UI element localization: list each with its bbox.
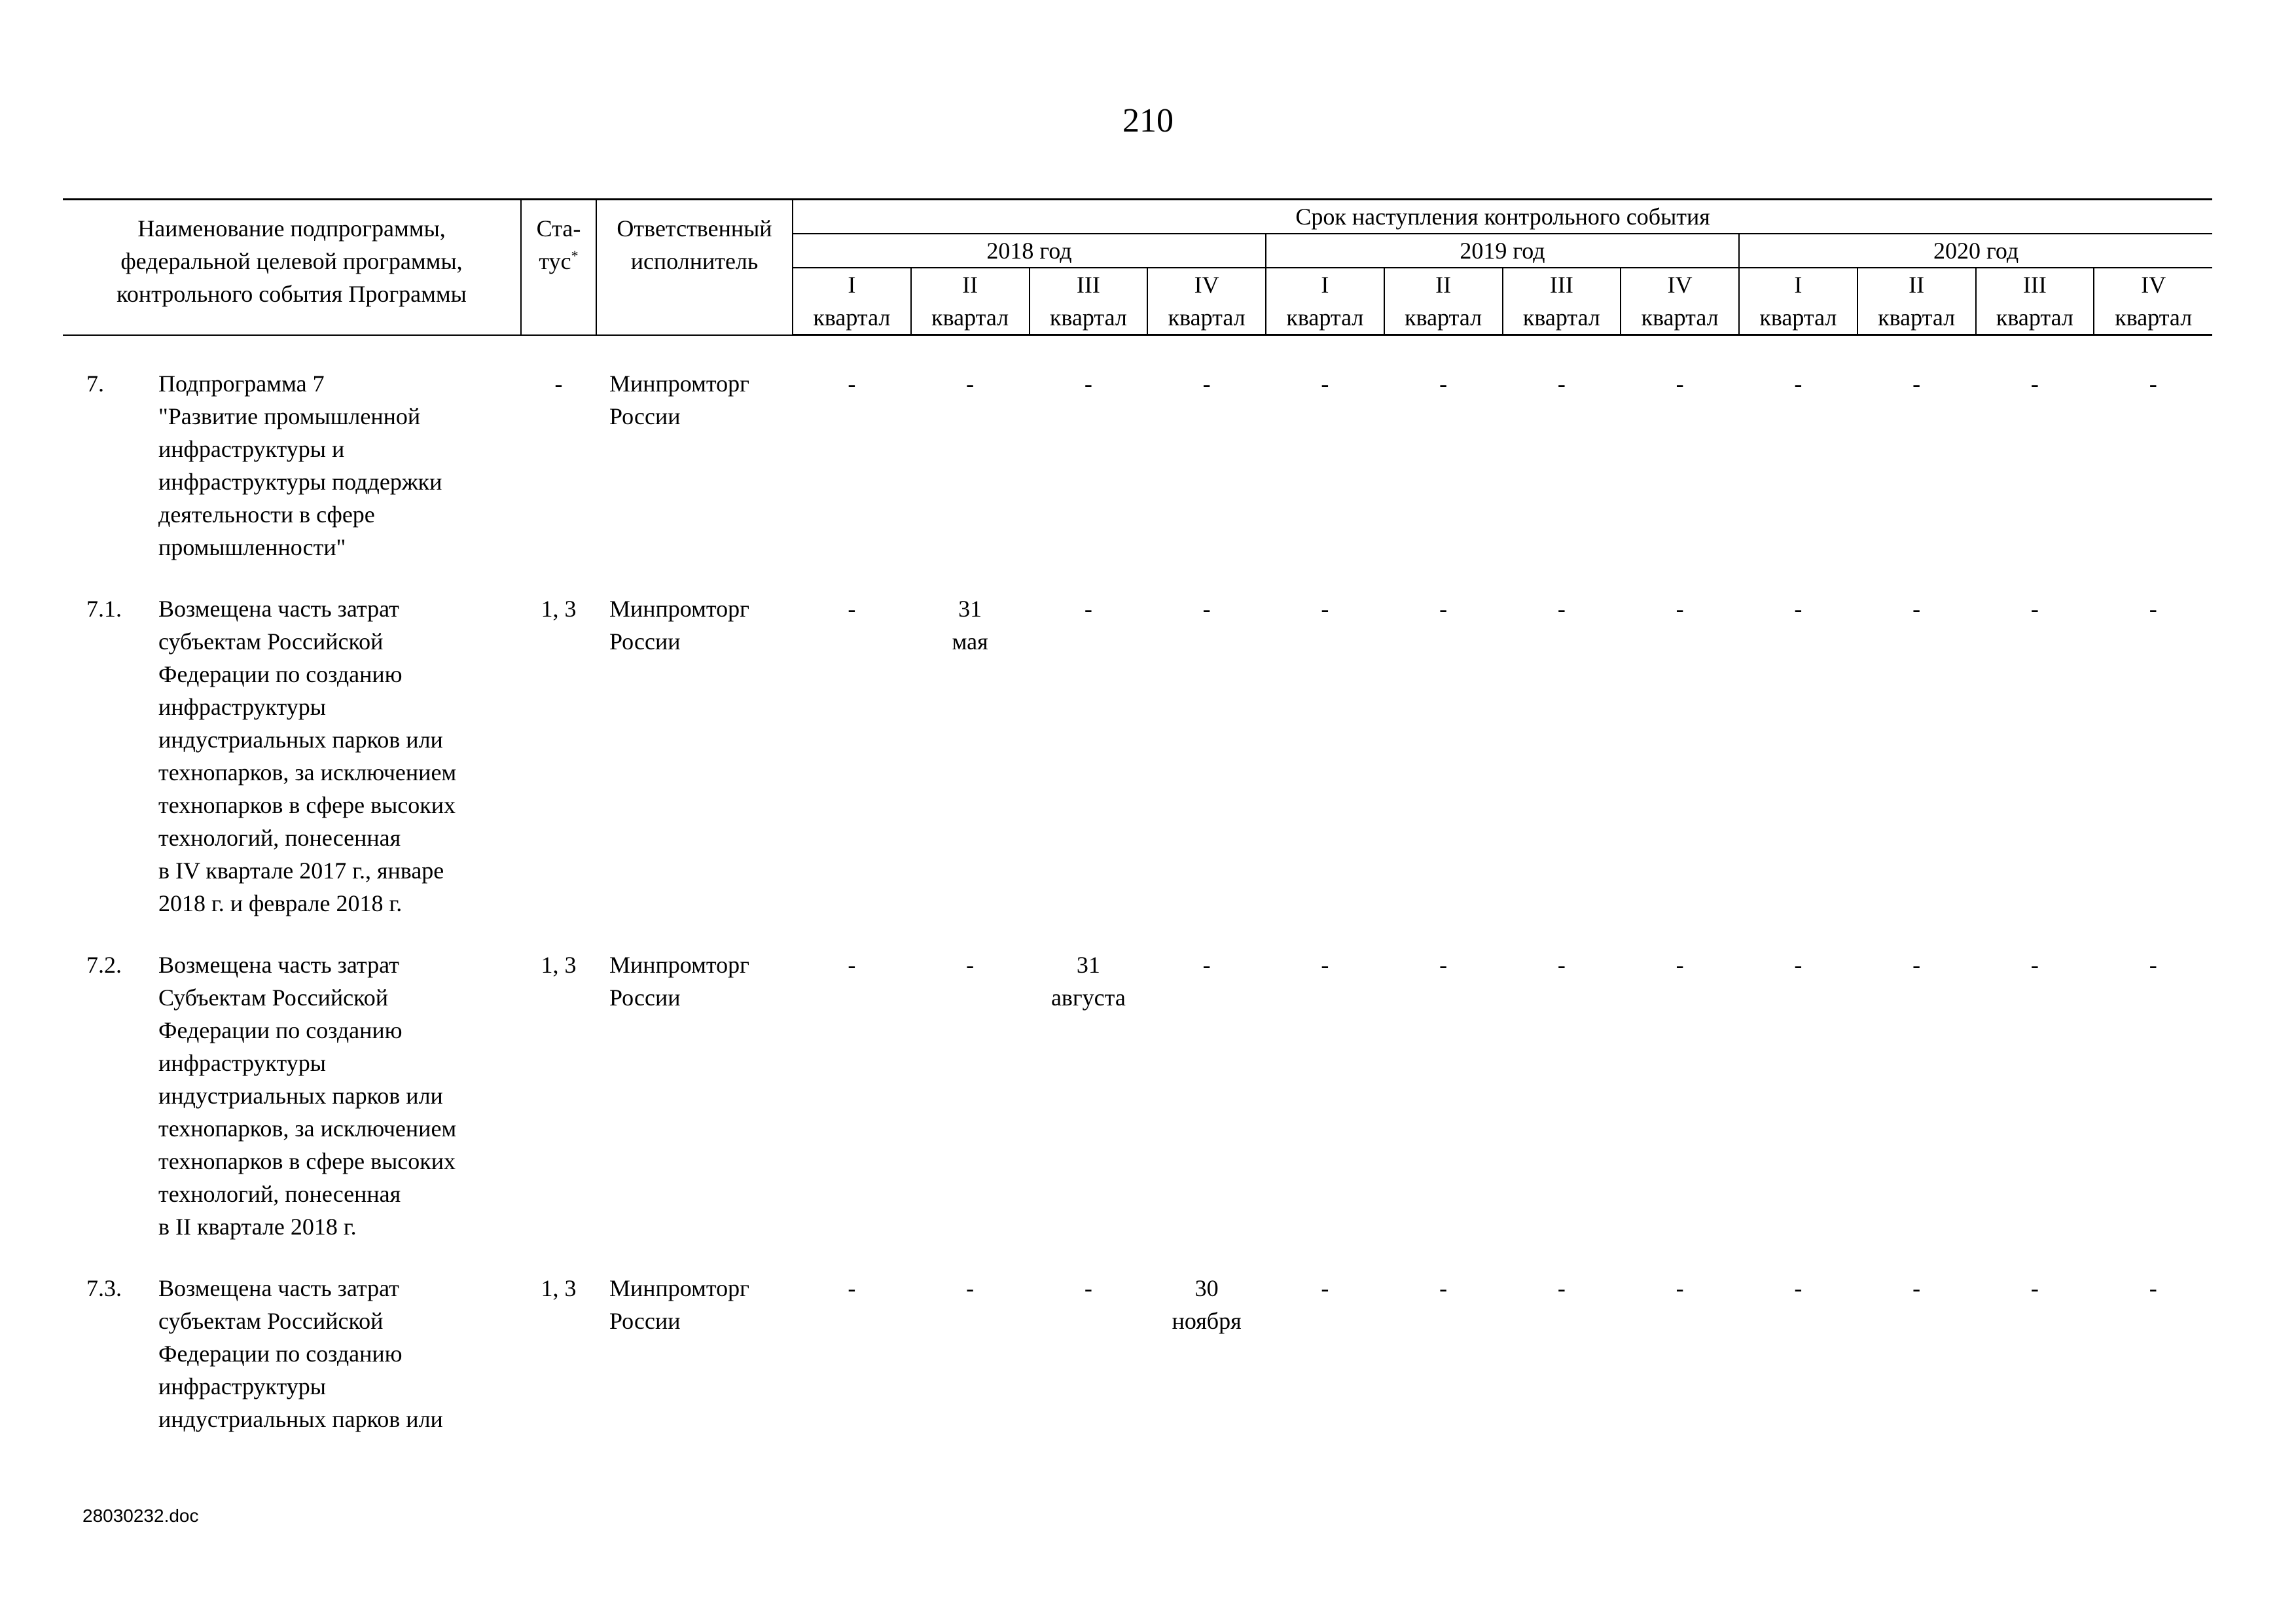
row-quarter-cell: -: [848, 952, 856, 978]
row-quarter-cell: -: [1084, 1275, 1092, 1301]
row-quarter-cell: -: [2030, 596, 2039, 622]
row-quarter-cell: -: [1321, 596, 1329, 622]
row-quarter-cell: -: [1912, 370, 1921, 397]
row-quarter-cell: -: [1676, 596, 1684, 622]
year-header-2018: 2018 год: [793, 234, 1266, 268]
row-event-name: Подпрограмма 7 "Развитие промышленной инфраструктуры и инфраструктуры поддержки деятельности в сфере промышленности": [158, 370, 442, 560]
quarter-header-2019-q4: IV квартал: [1621, 268, 1739, 335]
row-quarter-cell: -: [2149, 1275, 2157, 1301]
table-row: [63, 592, 2212, 948]
document-file-code: 28030232.doc: [82, 1506, 199, 1526]
column-header-deadline: Срок наступления контрольного события: [793, 200, 2212, 234]
row-quarter-cell: -: [2149, 370, 2157, 397]
row-quarter-cell: -: [1439, 1275, 1448, 1301]
row-quarter-cell: -: [1439, 370, 1448, 397]
row-executor: Минпромторг России: [609, 1275, 749, 1334]
row-quarter-cell: -: [848, 596, 856, 622]
row-number: 7.3.: [86, 1275, 122, 1301]
row-quarter-cell: -: [1084, 596, 1092, 622]
row-quarter-cell: 31 мая: [952, 596, 988, 655]
row-quarter-cell: -: [1202, 596, 1211, 622]
quarter-header-2018-q4: IV квартал: [1147, 268, 1266, 335]
page-number: 210: [1122, 102, 1174, 139]
row-quarter-cell: -: [1084, 370, 1092, 397]
row-quarter-cell: -: [1912, 1275, 1921, 1301]
row-quarter-cell: 31 августа: [1050, 952, 1126, 1011]
row-quarter-cell: -: [1794, 952, 1803, 978]
column-header-status: [521, 200, 596, 335]
row-event-name: Возмещена часть затрат субъектам Российской Федерации по созданию инфраструктуры индустриальных парков или технопарков, за исключением технопарков в сфере высоких технологий, понесенная в IV квартале 2017 г., январе 2018 г. и феврале 2018 г.: [158, 596, 457, 916]
row-quarter-cell: -: [966, 370, 975, 397]
row-quarter-cell: -: [1794, 370, 1803, 397]
column-header-executor: Ответственный исполнитель: [596, 200, 793, 335]
row-quarter-cell: -: [2030, 952, 2039, 978]
quarter-header-2020-q1: I квартал: [1739, 268, 1857, 335]
row-quarter-cell: -: [1321, 952, 1329, 978]
row-status: 1, 3: [541, 952, 577, 978]
row-quarter-cell: -: [2030, 370, 2039, 397]
row-number: 7.: [86, 370, 104, 397]
quarter-header-2019-q2: II квартал: [1384, 268, 1503, 335]
row-quarter-cell: -: [2149, 952, 2157, 978]
quarter-header-2018-q3: III квартал: [1030, 268, 1148, 335]
row-executor: Минпромторг России: [609, 952, 749, 1011]
quarter-header-2019-q3: III квартал: [1503, 268, 1621, 335]
row-quarter-cell: -: [848, 1275, 856, 1301]
row-quarter-cell: -: [966, 952, 975, 978]
table-row: [63, 367, 2212, 592]
row-quarter-cell: -: [848, 370, 856, 397]
row-quarter-cell: -: [1676, 370, 1684, 397]
quarter-header-2020-q3: III квартал: [1976, 268, 2094, 335]
row-quarter-cell: -: [2149, 596, 2157, 622]
year-header-2019: 2019 год: [1266, 234, 1739, 268]
row-quarter-cell: -: [1676, 1275, 1684, 1301]
quarter-header-2019-q1: I квартал: [1266, 268, 1384, 335]
row-status: 1, 3: [541, 1275, 577, 1301]
status-header-line1: Ста-: [536, 215, 581, 242]
column-header-name: Наименование подпрограммы, федеральной целевой программы, контрольного события Программы: [63, 200, 521, 335]
row-quarter-cell: -: [1321, 370, 1329, 397]
row-quarter-cell: -: [1202, 952, 1211, 978]
row-quarter-cell: -: [2030, 1275, 2039, 1301]
row-number: 7.1.: [86, 596, 122, 622]
row-event-name: Возмещена часть затрат субъектам Российской Федерации по созданию инфраструктуры индустриальных парков или: [158, 1275, 443, 1432]
row-status: 1, 3: [541, 596, 577, 622]
row-quarter-cell: -: [1794, 596, 1803, 622]
table-row: [63, 1272, 2212, 1464]
quarter-header-2018-q2: II квартал: [911, 268, 1030, 335]
control-events-table: [63, 198, 2212, 1464]
year-header-2020: 2020 год: [1739, 234, 2212, 268]
row-quarter-cell: -: [1321, 1275, 1329, 1301]
row-quarter-cell: -: [1912, 952, 1921, 978]
row-executor: Минпромторг России: [609, 596, 749, 655]
row-quarter-cell: -: [1202, 370, 1211, 397]
row-quarter-cell: 30 ноября: [1172, 1275, 1242, 1334]
row-quarter-cell: -: [1557, 1275, 1566, 1301]
row-quarter-cell: -: [1557, 952, 1566, 978]
row-number: 7.2.: [86, 952, 122, 978]
row-quarter-cell: -: [1439, 596, 1448, 622]
status-header-line2: тус: [539, 248, 571, 274]
row-quarter-cell: -: [1794, 1275, 1803, 1301]
quarter-header-2020-q2: II квартал: [1857, 268, 1976, 335]
quarter-header-2018-q1: I квартал: [793, 268, 911, 335]
row-quarter-cell: -: [1557, 596, 1566, 622]
row-event-name: Возмещена часть затрат Субъектам Российской Федерации по созданию инфраструктуры индустриальных парков или технопарков, за исключением технопарков в сфере высоких технологий, понесенная в II квартале 2018 г.: [158, 952, 457, 1240]
row-quarter-cell: -: [1439, 952, 1448, 978]
row-executor: Минпромторг России: [609, 370, 749, 429]
row-status: -: [554, 370, 563, 397]
row-quarter-cell: -: [1557, 370, 1566, 397]
table-row: [63, 948, 2212, 1272]
row-quarter-cell: -: [1676, 952, 1684, 978]
row-quarter-cell: -: [966, 1275, 975, 1301]
quarter-header-2020-q4: IV квартал: [2094, 268, 2212, 335]
status-footnote-mark: *: [571, 247, 579, 264]
row-quarter-cell: -: [1912, 596, 1921, 622]
